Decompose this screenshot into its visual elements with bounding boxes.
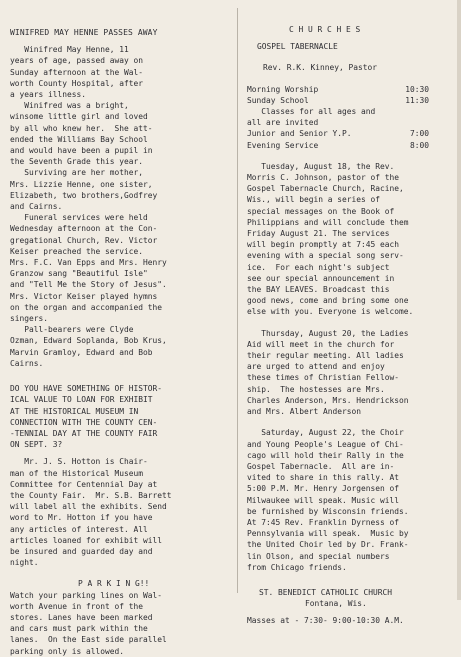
obituary-body: [10, 44, 235, 369]
obituary-line: Wednesday afternoon at the Con-: [10, 224, 158, 234]
catholic-church-place: Fontana, Wis.: [305, 599, 367, 609]
obituary-line: Ozman, Edward Soplanda, Bob Krus,: [10, 336, 167, 346]
museum-line: man of the Historical Museum: [10, 468, 144, 478]
museum-line: any articles of interest. All: [10, 524, 148, 534]
schedule-row: [247, 95, 429, 106]
page-edge: [457, 0, 461, 600]
obituary-line: Elizabeth, two brothers,Godfrey: [10, 190, 158, 200]
obituary-line: Funeral services were held: [10, 213, 148, 223]
museum-heading-line: CONNECTION WITH THE COUNTY CEN-: [10, 417, 158, 427]
obituary-line: Cairns.: [10, 358, 44, 368]
museum-heading-line: -TENNIAL DAY AT THE COUNTY FAIR: [10, 428, 158, 438]
saturday-line: Saturday, August 22, the Choir: [247, 428, 404, 438]
saturday-announcement: [247, 427, 454, 573]
tuesday-line: see our special announcement in: [247, 273, 395, 283]
schedule-name: Sunday School: [247, 95, 309, 105]
museum-line: word to Mr. Hotton if you have: [10, 513, 153, 523]
obituary-line: Winifred was a bright,: [10, 101, 129, 111]
tuesday-line: will begin promptly at 7:45 each: [247, 240, 400, 250]
obituary-line: Keiser preached the service.: [10, 246, 144, 256]
tuesday-line: else with you. Everyone is welcome.: [247, 307, 414, 317]
obituary-title: WINIFRED MAY HENNE PASSES AWAY: [10, 28, 158, 37]
obituary-line: Pall-bearers were Clyde: [10, 325, 134, 335]
tuesday-line: Gospel Tabernacle Church, Racine,: [247, 184, 404, 194]
schedule-time: 8:00: [409, 140, 429, 150]
museum-line: be insured and guarded day and: [10, 546, 153, 556]
obituary-line: singers.: [10, 314, 49, 324]
obituary-line: gregational Church, Rev. Victor: [10, 235, 158, 245]
thursday-line: ship. The hostesses are Mrs.: [247, 384, 385, 394]
left-column: [10, 27, 235, 657]
obituary-line: Surviving are her mother,: [10, 168, 144, 178]
museum-line: will label all the exhibits. Send: [10, 502, 167, 512]
parking-title: P A R K I N G!!: [78, 579, 150, 589]
churches-title: C H U R C H E S: [289, 25, 361, 34]
obituary-line: Marvin Gramloy, Edward and Bob: [10, 347, 153, 357]
thursday-line: these times of Christian Fellow-: [247, 373, 400, 383]
saturday-line: At 7:45 Rev. Franklin Dyrness of: [247, 517, 400, 527]
tuesday-announcement: [247, 161, 454, 318]
saturday-line: 5:00 P.M. Mr. Henry Jorgensen of: [247, 484, 400, 494]
obituary-line: on the organ and accompanied the: [10, 302, 163, 312]
museum-line: night.: [10, 558, 39, 568]
classes-line: all are invited: [247, 118, 319, 128]
obituary-line: worth County Hospital, after: [10, 78, 144, 88]
tuesday-line: Philippians and will conclude them: [247, 217, 409, 227]
service-schedule: [247, 84, 454, 151]
obituary-line: Mrs. Victor Keiser played hymns: [10, 291, 158, 301]
saturday-line: cago will hold their Rally in the: [247, 450, 404, 460]
classes-line: Classes for all ages and: [247, 107, 376, 117]
schedule-time: 11:30: [405, 95, 429, 105]
saturday-line: and Young People's League of Chi-: [247, 439, 404, 449]
obituary-line: years of age, passed away on: [10, 56, 144, 66]
schedule-time: 7:00: [409, 129, 429, 139]
museum-heading-line: AT THE HISTORICAL MUSEUM IN: [10, 406, 139, 416]
tuesday-line: Tuesday, August 18, the Rev.: [247, 161, 395, 171]
thursday-line: Aid will meet in the church for: [247, 339, 395, 349]
museum-heading-line: DO YOU HAVE SOMETHING OF HISTOR-: [10, 384, 163, 394]
museum-line: articles loaned for exhibit will: [10, 535, 163, 545]
obituary-line: and would have been a pupil in: [10, 146, 153, 156]
museum-line: Committee for Centennial Day at: [10, 479, 158, 489]
thursday-line: and Mrs. Albert Anderson: [247, 407, 362, 417]
obituary-line: Mrs. F.C. Van Epps and Mrs. Henry: [10, 258, 167, 268]
museum-heading-line: ICAL VALUE TO LOAN FOR EXHIBIT: [10, 395, 153, 405]
tuesday-line: the BAY LEAVES. Broadcast this: [247, 285, 390, 295]
obituary-line: the Seventh Grade this year.: [10, 157, 144, 167]
tuesday-line: Morris C. Johnson, pastor of the: [247, 173, 400, 183]
masses-line: Masses at - 7:30- 9:00-10:30 A.M.: [247, 616, 404, 626]
tuesday-line: special messages on the Book of: [247, 206, 395, 216]
schedule-time: 10:30: [405, 84, 429, 94]
saturday-line: vited to share in this rally. At: [247, 473, 400, 483]
parking-line: stores. Lanes have been marked: [10, 612, 153, 622]
church-name: GOSPEL TABERNACLE: [257, 42, 338, 52]
obituary-line: by all who knew her. She att-: [10, 123, 153, 133]
obituary-line: and "Tell Me the Story of Jesus".: [10, 280, 167, 290]
tuesday-line: ice. For each night's subject: [247, 262, 390, 272]
saturday-line: Milwaukee will speak. Music will: [247, 495, 400, 505]
obituary-line: Granzow sang "Beautiful Isle": [10, 269, 148, 279]
right-column: [247, 27, 454, 627]
obituary-line: and Cairns.: [10, 202, 63, 212]
museum-body: [10, 456, 235, 568]
saturday-line: the United Choir led by Dr. Frank-: [247, 540, 409, 550]
schedule-name: Morning Worship: [247, 84, 319, 94]
saturday-line: be furnished by Wisconsin friends.: [247, 506, 409, 516]
column-divider: [237, 8, 238, 593]
schedule-row: [247, 140, 429, 151]
museum-heading: [10, 383, 235, 450]
tuesday-line: evening with a special song serv-: [247, 251, 404, 261]
catholic-church-title: ST. BENEDICT CATHOLIC CHURCH: [259, 587, 393, 597]
obituary-line: Sunday afternoon at the Wal-: [10, 67, 144, 77]
schedule-name: Evening Service: [247, 140, 319, 150]
saturday-line: from Chicago friends.: [247, 562, 347, 572]
obituary-line: winsome little girl and loved: [10, 112, 148, 122]
tuesday-line: good news, come and bring some one: [247, 296, 409, 306]
museum-line: the County Fair. Mr. S.B. Barrett: [10, 490, 172, 500]
thursday-line: are urged to attend and enjoy: [247, 362, 385, 372]
obituary-line: ended the Williams Bay School: [10, 134, 148, 144]
parking-line: Watch your parking lines on Wal-: [10, 590, 163, 600]
thursday-line: their regular meeting. All ladies: [247, 351, 404, 361]
parking-line: and cars must park within the: [10, 624, 148, 634]
saturday-line: Gospel Tabernacle. All are in-: [247, 461, 395, 471]
parking-line: lanes. On the East side parallel: [10, 635, 167, 645]
parking-line: worth Avenue in front of the: [10, 601, 144, 611]
tuesday-line: Friday August 21. The services: [247, 229, 390, 239]
tuesday-line: Wis., will begin a series of: [247, 195, 381, 205]
obituary-line: a years illness.: [10, 90, 87, 100]
schedule-name: Junior and Senior Y.P.: [247, 129, 352, 139]
saturday-line: lin Olson, and special numbers: [247, 551, 390, 561]
saturday-line: Pennsylvania will speak. Music by: [247, 529, 409, 539]
obituary-line: Mrs. Lizzie Henne, one sister,: [10, 179, 153, 189]
obituary-line: Winifred May Henne, 11: [10, 45, 129, 55]
schedule-row: [247, 84, 429, 95]
museum-line: Mr. J. S. Hotton is Chair-: [10, 457, 148, 467]
schedule-row: [247, 128, 429, 139]
thursday-announcement: [247, 328, 454, 418]
museum-heading-line: ON SEPT. 3?: [10, 440, 63, 450]
thursday-line: Charles Anderson, Mrs. Hendrickson: [247, 395, 409, 405]
thursday-line: Thursday, August 20, the Ladies: [247, 328, 409, 338]
parking-line: parking only is allowed.: [10, 646, 125, 656]
pastor-line: Rev. R.K. Kinney, Pastor: [263, 63, 378, 73]
